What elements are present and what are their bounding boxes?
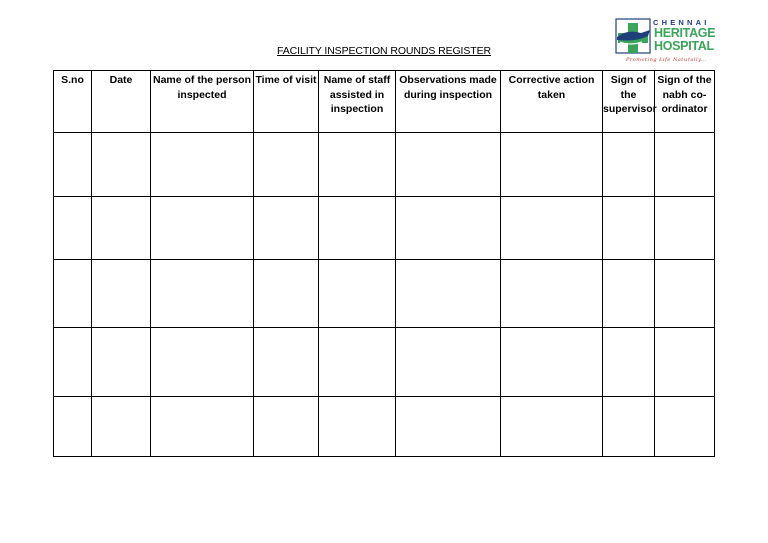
table-cell	[254, 133, 319, 197]
table-cell	[319, 133, 396, 197]
table-row	[54, 259, 715, 327]
table-cell	[319, 328, 396, 396]
logo-text-heritage: HERITAGE	[654, 26, 716, 40]
logo-text-hospital: HOSPITAL	[654, 39, 714, 53]
table-cell	[92, 259, 151, 327]
table-cell	[54, 197, 92, 259]
table-cell	[603, 197, 655, 259]
header-observations: Observations made during inspection	[396, 71, 501, 133]
table-cell	[655, 396, 715, 456]
table-cell	[501, 328, 603, 396]
table-cell	[54, 259, 92, 327]
table-cell	[396, 328, 501, 396]
table-cell	[254, 197, 319, 259]
logo-text-chennai: CHENNAI	[653, 18, 710, 27]
table-cell	[501, 197, 603, 259]
table-cell	[396, 197, 501, 259]
header-person-inspected: Name of the person inspected	[151, 71, 254, 133]
table-cell	[54, 133, 92, 197]
table-cell	[655, 328, 715, 396]
header-sno: S.no	[54, 71, 92, 133]
table-cell	[54, 396, 92, 456]
table-cell	[501, 259, 603, 327]
table-cell	[151, 133, 254, 197]
table-cell	[603, 396, 655, 456]
header-corrective-action: Corrective action taken	[501, 71, 603, 133]
table-cell	[151, 197, 254, 259]
table-row	[54, 133, 715, 197]
inspection-register-table	[53, 70, 715, 457]
table-cell	[501, 396, 603, 456]
table-cell	[151, 396, 254, 456]
table-row	[54, 396, 715, 456]
table-cell	[319, 396, 396, 456]
header-sign-supervisor: Sign of the supervisor	[603, 71, 655, 133]
table-cell	[92, 133, 151, 197]
table-cell	[54, 328, 92, 396]
header-staff-assisted: Name of staff assisted in inspection	[319, 71, 396, 133]
table-cell	[655, 197, 715, 259]
table-cell	[92, 328, 151, 396]
table-cell	[501, 133, 603, 197]
table-header-row	[54, 71, 715, 133]
table-cell	[655, 259, 715, 327]
table-row	[54, 328, 715, 396]
page-title: FACILITY INSPECTION ROUNDS REGISTER	[277, 45, 491, 57]
table-cell	[319, 259, 396, 327]
header-date: Date	[92, 71, 151, 133]
table-cell	[254, 259, 319, 327]
table-cell	[396, 396, 501, 456]
table-cell	[151, 259, 254, 327]
header-time-of-visit: Time of visit	[254, 71, 319, 133]
logo-tagline: Promoting Life Naturally...	[626, 57, 708, 63]
table-cell	[603, 133, 655, 197]
table-cell	[254, 396, 319, 456]
table-row	[54, 197, 715, 259]
table-cell	[603, 328, 655, 396]
table-cell	[92, 396, 151, 456]
header-sign-nabh-coordinator: Sign of the nabh co-ordinator	[655, 71, 715, 133]
table-cell	[603, 259, 655, 327]
table-cell	[396, 133, 501, 197]
table-cell	[151, 328, 254, 396]
hospital-logo	[614, 15, 718, 67]
table-cell	[254, 328, 319, 396]
table-cell	[319, 197, 396, 259]
table-cell	[655, 133, 715, 197]
table-cell	[396, 259, 501, 327]
table-cell	[92, 197, 151, 259]
